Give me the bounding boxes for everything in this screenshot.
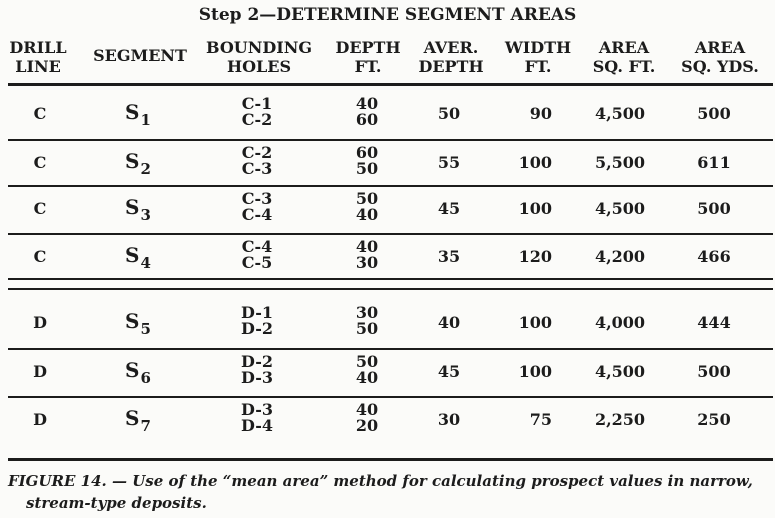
figure-caption: FIGURE 14. — Use of the “mean area” method for calculating prospect values in narrow, stream-type deposits.	[8, 472, 753, 512]
row-divider	[8, 185, 773, 187]
drill-line-cell: C	[33, 104, 47, 123]
depth-cell	[352, 402, 382, 434]
depth-value: 50	[355, 319, 379, 338]
segment-cell	[125, 309, 151, 338]
depth-value: 30	[355, 253, 379, 272]
row-divider	[8, 139, 773, 141]
segment-subscript: 2	[140, 160, 151, 178]
bounding-holes-cell	[234, 96, 280, 128]
segment-cell	[125, 358, 151, 387]
width-cell: 120	[518, 247, 552, 266]
table-title: Step 2—DETERMINE SEGMENT AREAS	[198, 5, 577, 25]
drill-line-cell: C	[33, 247, 47, 266]
aver-depth-cell: 35	[437, 247, 461, 266]
hole-id: D-1	[241, 303, 273, 322]
drill-line-cell: D	[33, 313, 47, 332]
depth-value: 20	[355, 416, 379, 435]
hole-id: C-2	[241, 110, 273, 129]
aver-depth-cell: 45	[437, 199, 461, 218]
header-bounding-holes: BOUNDING HOLES	[206, 38, 312, 76]
depth-cell	[352, 145, 382, 177]
header-width: WIDTH FT.	[504, 38, 572, 76]
drill-line-cell: C	[33, 153, 47, 172]
segment-letter: S	[125, 243, 140, 267]
header-area-sqft: AREA SQ. FT.	[592, 38, 656, 76]
depth-value: 40	[355, 205, 379, 224]
depth-value: 40	[355, 368, 379, 387]
area-sqyds-cell: 466	[697, 247, 731, 266]
segment-subscript: 5	[140, 320, 151, 338]
area-sqft-cell: 4,500	[594, 362, 646, 381]
drill-line-cell: C	[33, 199, 47, 218]
area-sqyds-cell: 611	[697, 153, 731, 172]
hole-id: C-1	[241, 94, 273, 113]
area-sqft-cell: 4,500	[594, 199, 646, 218]
row-divider	[8, 233, 773, 235]
header-drill-line: DRILL LINE	[9, 38, 67, 76]
hole-id: C-3	[241, 159, 273, 178]
bounding-holes-cell	[234, 305, 280, 337]
segment-cell	[125, 195, 151, 224]
segment-cell	[125, 406, 151, 435]
depth-cell	[352, 354, 382, 386]
aver-depth-cell: 30	[437, 410, 461, 429]
hole-id: C-2	[241, 143, 273, 162]
hole-id: D-3	[241, 400, 273, 419]
header-area-sqyds: AREA SQ. YDS.	[681, 38, 759, 76]
segment-cell	[125, 149, 151, 178]
area-sqyds-cell: 500	[697, 362, 731, 381]
table-bottom-rule	[8, 458, 773, 461]
aver-depth-cell: 50	[437, 104, 461, 123]
segment-cell	[125, 243, 151, 272]
row-divider	[8, 278, 773, 280]
header-aver-depth: AVER. DEPTH	[418, 38, 484, 76]
width-cell: 100	[518, 199, 552, 218]
depth-value: 50	[355, 352, 379, 371]
hole-id: C-5	[241, 253, 273, 272]
hole-id: C-4	[241, 237, 273, 256]
hole-id: C-3	[241, 189, 273, 208]
segment-subscript: 4	[140, 254, 151, 272]
width-cell: 100	[518, 313, 552, 332]
segment-letter: S	[125, 406, 140, 430]
depth-value: 40	[355, 237, 379, 256]
row-divider	[8, 396, 773, 398]
hole-id: C-4	[241, 205, 273, 224]
segment-letter: S	[125, 309, 140, 333]
area-sqft-cell: 2,250	[594, 410, 646, 429]
width-cell: 100	[518, 362, 552, 381]
drill-line-cell: D	[33, 362, 47, 381]
segment-subscript: 7	[140, 417, 151, 435]
header-depth: DEPTH FT.	[335, 38, 401, 76]
depth-cell	[352, 191, 382, 223]
bounding-holes-cell	[234, 191, 280, 223]
width-cell: 75	[529, 410, 552, 429]
row-divider	[8, 348, 773, 350]
area-sqft-cell: 4,500	[594, 104, 646, 123]
bounding-holes-cell	[234, 145, 280, 177]
section-divider	[8, 288, 773, 290]
segment-letter: S	[125, 195, 140, 219]
width-cell: 100	[518, 153, 552, 172]
area-sqyds-cell: 444	[697, 313, 731, 332]
depth-cell	[352, 305, 382, 337]
area-sqyds-cell: 500	[697, 199, 731, 218]
aver-depth-cell: 55	[437, 153, 461, 172]
aver-depth-cell: 45	[437, 362, 461, 381]
hole-id: D-2	[241, 352, 273, 371]
segment-letter: S	[125, 100, 140, 124]
depth-value: 60	[355, 143, 379, 162]
hole-id: D-4	[241, 416, 273, 435]
area-sqyds-cell: 250	[697, 410, 731, 429]
segment-subscript: 3	[140, 206, 151, 224]
depth-value: 60	[355, 110, 379, 129]
depth-value: 50	[355, 189, 379, 208]
area-sqft-cell: 5,500	[594, 153, 646, 172]
segment-subscript: 1	[140, 111, 151, 129]
depth-value: 50	[355, 159, 379, 178]
header-rule	[8, 83, 773, 86]
segment-letter: S	[125, 149, 140, 173]
area-sqft-cell: 4,200	[594, 247, 646, 266]
bounding-holes-cell	[234, 402, 280, 434]
segment-letter: S	[125, 358, 140, 382]
bounding-holes-cell	[234, 354, 280, 386]
depth-value: 30	[355, 303, 379, 322]
segment-subscript: 6	[140, 369, 151, 387]
drill-line-cell: D	[33, 410, 47, 429]
bounding-holes-cell	[234, 239, 280, 271]
area-sqyds-cell: 500	[697, 104, 731, 123]
header-segment: SEGMENT	[93, 46, 187, 65]
depth-cell	[352, 96, 382, 128]
depth-value: 40	[355, 94, 379, 113]
depth-value: 40	[355, 400, 379, 419]
depth-cell	[352, 239, 382, 271]
area-sqft-cell: 4,000	[594, 313, 646, 332]
hole-id: D-2	[241, 319, 273, 338]
hole-id: D-3	[241, 368, 273, 387]
width-cell: 90	[529, 104, 552, 123]
aver-depth-cell: 40	[437, 313, 461, 332]
segment-cell	[125, 100, 151, 129]
